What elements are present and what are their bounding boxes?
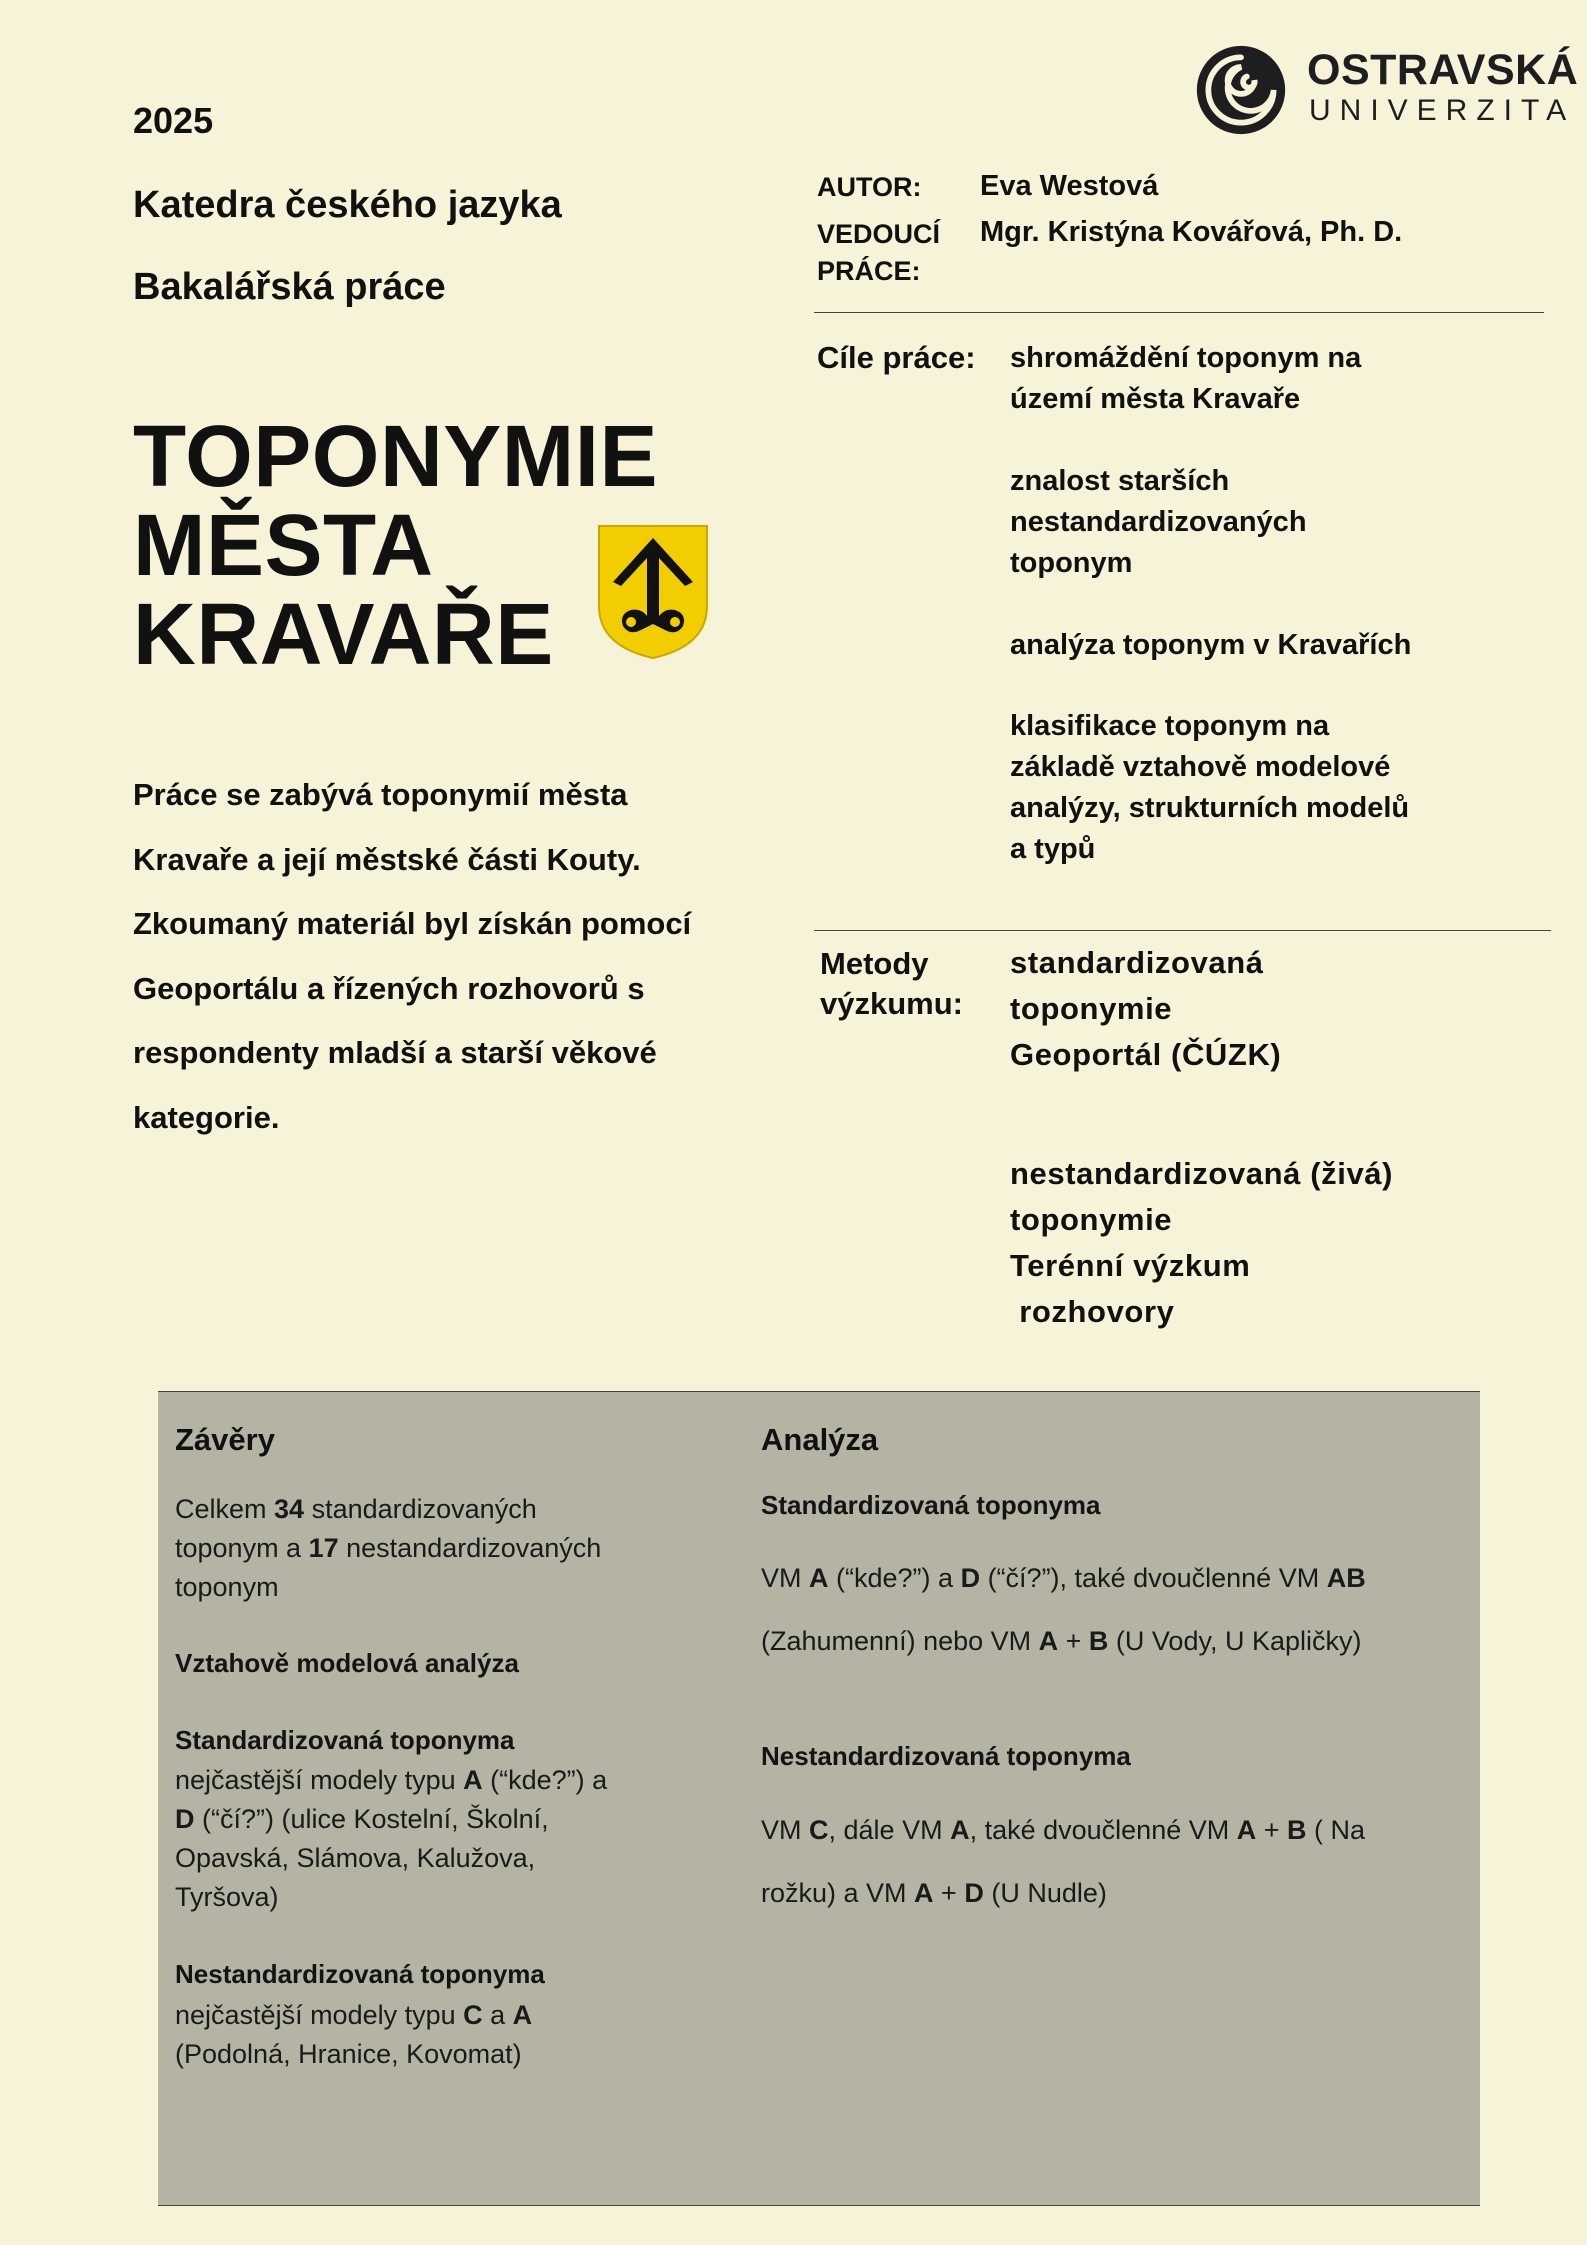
conclusions-heading: Závěry: [175, 1422, 275, 1457]
method-item: [1010, 940, 1281, 1078]
text: (“čí?”), také dvoučlenné VM: [980, 1563, 1327, 1593]
text: nestandardizovaných: [338, 1533, 602, 1563]
text: +: [1058, 1626, 1089, 1656]
abstract-line: Práce se zabývá toponymií města: [133, 777, 628, 812]
abstract-line: Zkoumaný materiál byl získán pomocí: [133, 906, 692, 941]
model-letter: C: [463, 2000, 483, 2030]
model-letter: A: [1038, 1626, 1059, 1656]
text: (Podolná, Hranice, Kovomat): [175, 2039, 522, 2069]
thesis-title: [133, 408, 658, 683]
ostravska-univerzita-logo-icon: [1193, 42, 1289, 138]
model-letter: B: [1287, 1815, 1307, 1845]
model-letter: A: [914, 1878, 934, 1908]
supervisor-label: [817, 216, 940, 290]
method-item: [1010, 1151, 1393, 1335]
text: VM: [761, 1815, 810, 1845]
methods-label-line: Metody: [820, 946, 929, 981]
method-line: rozhovory: [1010, 1294, 1175, 1329]
text: , dále VM: [828, 1815, 951, 1845]
text: ( Na: [1306, 1815, 1366, 1845]
goals-label: Cíle práce:: [817, 340, 976, 375]
goal-line: a typů: [1010, 833, 1096, 865]
text: Opavská, Slámova, Kalužova,: [175, 1843, 536, 1873]
title-line: KRAVAŘE: [133, 586, 554, 683]
text: , také dvoučlenné VM: [969, 1815, 1237, 1845]
goal-line: analýza toponym v Kravařích: [1010, 629, 1412, 661]
analysis-std-text: [761, 1547, 1366, 1673]
abstract-line: Geoportálu a řízených rozhovorů s: [133, 970, 645, 1006]
year: 2025: [133, 100, 214, 141]
method-line: nestandardizovaná (živá): [1010, 1156, 1394, 1191]
model-letter: A: [1236, 1815, 1257, 1845]
model-letter: D: [175, 1804, 195, 1834]
non-std-count: 17: [308, 1533, 339, 1563]
model-letter: AB: [1326, 1563, 1366, 1593]
method-line: Geoportál (ČÚZK): [1010, 1037, 1282, 1072]
analysis-nonstd-text: [761, 1799, 1365, 1925]
kravare-coat-of-arms-icon: [597, 524, 709, 660]
text: (Zahumenní) nebo VM: [761, 1626, 1039, 1656]
logo-name: OSTRAVSKÁ: [1307, 46, 1579, 94]
model-letter: A: [950, 1815, 970, 1845]
text: a: [482, 2000, 513, 2030]
methods-label-line: výzkumu:: [820, 986, 963, 1021]
text: standardizovaných: [304, 1494, 537, 1524]
author-label: AUTOR:: [817, 172, 922, 202]
text: nejčastější modely typu: [175, 2000, 464, 2030]
model-letter: A: [809, 1563, 829, 1593]
goal-line: území města Kravaře: [1010, 383, 1301, 415]
model-letter: D: [964, 1878, 984, 1908]
goal-line: nestandardizovaných: [1010, 506, 1307, 538]
goal-line: základě vztahově modelové: [1010, 751, 1391, 783]
title-line: TOPONYMIE: [133, 408, 658, 505]
logo-subname: UNIVERZITA: [1309, 94, 1576, 127]
goal-line: toponym: [1010, 547, 1133, 579]
text: (U Vody, U Kapličky): [1108, 1626, 1362, 1656]
goal-item: [1010, 461, 1470, 584]
supervisor-label-line: PRÁCE:: [817, 256, 921, 286]
divider: [814, 312, 1544, 313]
model-letter: C: [809, 1815, 829, 1845]
goal-line: analýzy, strukturních modelů: [1010, 792, 1410, 824]
abstract-line: kategorie.: [133, 1099, 280, 1135]
text: (“kde?”) a: [828, 1563, 961, 1593]
model-letter: B: [1088, 1626, 1109, 1656]
university-logo: [1193, 40, 1579, 140]
model-letter: D: [960, 1563, 981, 1593]
vma-heading: Vztahově modelová analýza: [175, 1648, 519, 1678]
goal-line: klasifikace toponym na: [1010, 710, 1330, 742]
abstract-line: Kravaře a její městské části Kouty.: [133, 841, 641, 877]
text: nejčastější modely typu: [175, 1765, 464, 1795]
model-letter: A: [512, 2000, 533, 2030]
conclusions-std-text: [175, 1761, 607, 1917]
conclusions-nonstd-heading: Nestandardizovaná toponyma: [175, 1959, 545, 1989]
text: VM: [761, 1563, 810, 1593]
std-count: 34: [274, 1494, 305, 1524]
model-letter: A: [463, 1765, 483, 1795]
method-line: toponymie: [1010, 1202, 1173, 1237]
conclusions-total: [175, 1490, 601, 1607]
goal-line: shromáždění toponym na: [1010, 342, 1362, 374]
text: toponym a: [175, 1533, 309, 1563]
divider: [814, 930, 1551, 931]
author-name: Eva Westová: [980, 170, 1159, 202]
methods-label: [820, 944, 963, 1024]
goal-line: znalost starších: [1010, 465, 1230, 497]
text: rožku) a VM: [761, 1878, 915, 1908]
abstract: [133, 763, 773, 1150]
goal-item: [1010, 625, 1470, 666]
text: (“kde?”) a: [482, 1765, 608, 1795]
text: (“čí?”) (ulice Kostelní, Školní,: [194, 1804, 549, 1834]
method-line: Terénní výzkum: [1010, 1248, 1251, 1283]
analysis-std-heading: Standardizovaná toponyma: [761, 1490, 1101, 1520]
analysis-nonstd-heading: Nestandardizovaná toponyma: [761, 1741, 1131, 1771]
method-line: standardizovaná: [1010, 945, 1264, 980]
text: Tyršova): [175, 1882, 279, 1912]
text: +: [1256, 1815, 1288, 1845]
conclusions-nonstd-text: [175, 1996, 532, 2074]
text: +: [933, 1878, 965, 1908]
thesis-type: Bakalářská práce: [133, 266, 446, 308]
title-line: MĚSTA: [133, 497, 434, 594]
analysis-heading: Analýza: [761, 1422, 879, 1457]
abstract-line: respondenty mladší a starší věkové: [133, 1035, 657, 1070]
method-line: toponymie: [1010, 991, 1173, 1026]
conclusions-std-heading: Standardizovaná toponyma: [175, 1725, 515, 1755]
supervisor-label-line: VEDOUCÍ: [817, 219, 941, 249]
goal-item: [1010, 706, 1470, 870]
department: Katedra českého jazyka: [133, 184, 562, 226]
text: Celkem: [175, 1494, 275, 1524]
text: (U Nudle): [983, 1878, 1107, 1908]
text: toponym: [175, 1572, 279, 1602]
supervisor-name: Mgr. Kristýna Kovářová, Ph. D.: [980, 216, 1403, 248]
goal-item: [1010, 338, 1470, 420]
